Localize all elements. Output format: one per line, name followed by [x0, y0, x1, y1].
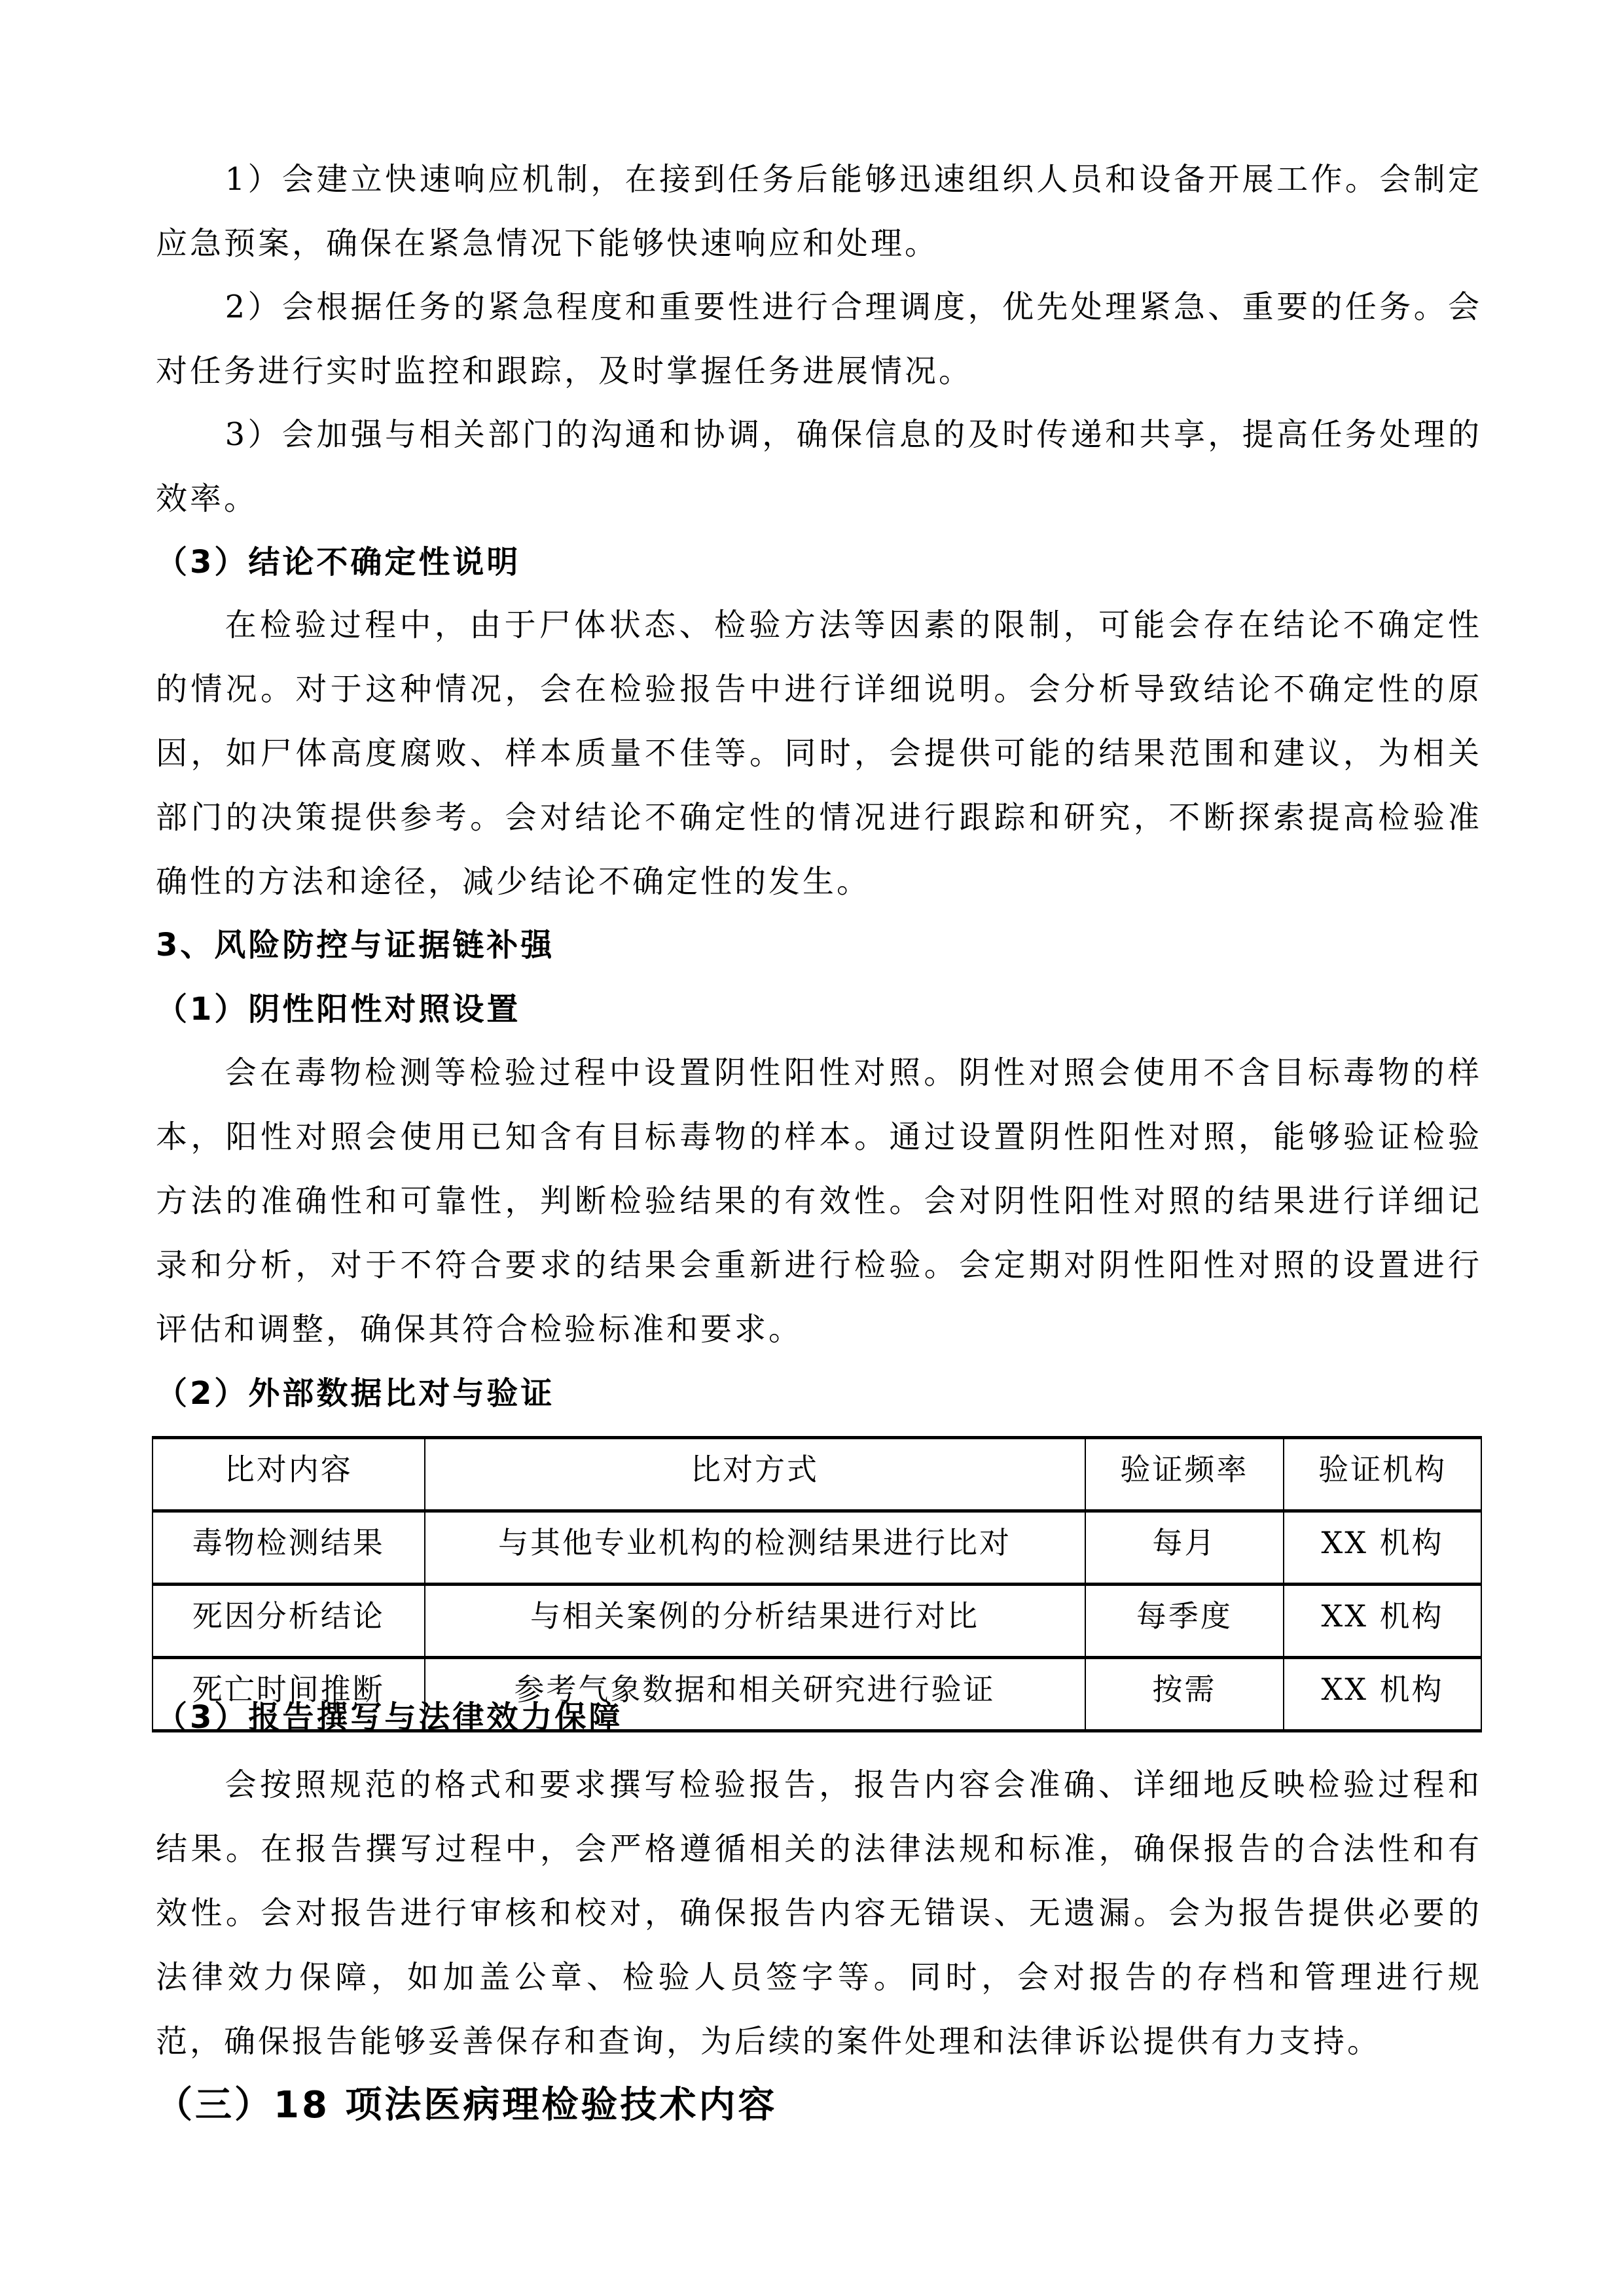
table-cell: 与相关案例的分析结果进行对比 — [425, 1585, 1085, 1658]
table-header-row — [153, 1438, 1481, 1511]
table-header: 比对方式 — [425, 1438, 1085, 1511]
table-header: 比对内容 — [153, 1438, 425, 1511]
paragraph-coordination: 3）会加强与相关部门的沟通和协调，确保信息的及时传递和共享，提高任务处理的效率。 — [156, 416, 1482, 517]
table-cell: 死因分析结论 — [153, 1585, 425, 1658]
heading-uncertainty: （3）结论不确定性说明 — [156, 544, 521, 581]
table-cell: 死亡时间推断 — [153, 1658, 425, 1731]
paragraph-uncertainty: 在检验过程中，由于尸体状态、检验方法等因素的限制，可能会存在结论不确定性的情况。对于这种情况，会在检验报告中进行详细说明。会分析导致结论不确定性的原因，如尸体高度腐败、样本质量不佳等。同时，会提供可能的结果范围和建议，为相关部门的决策提供参考。会对结论不确定性的情况进行跟踪和研究，不断探索提高检验准确性的方法和途径，减少结论不确定性的发生。 — [156, 607, 1482, 900]
table-cell: 与其他专业机构的检测结果进行比对 — [425, 1511, 1085, 1585]
paragraph-rapid-response: 1）会建立快速响应机制，在接到任务后能够迅速组织人员和设备开展工作。会制定应急预案，确保在紧急情况下能够快速响应和处理。 — [156, 161, 1482, 262]
table-cell: 每月 — [1085, 1511, 1284, 1585]
table-cell: 毒物检测结果 — [153, 1511, 425, 1585]
heading-external-comparison: （2）外部数据比对与验证 — [156, 1375, 555, 1412]
table-row — [153, 1585, 1481, 1658]
table-cell: 按需 — [1085, 1658, 1284, 1731]
table-cell: XX 机构 — [1284, 1585, 1481, 1658]
table-header: 验证频率 — [1085, 1438, 1284, 1511]
table-cell: XX 机构 — [1284, 1511, 1481, 1585]
table-header: 验证机构 — [1284, 1438, 1481, 1511]
paragraph-controls: 会在毒物检测等检验过程中设置阴性阳性对照。阴性对照会使用不含目标毒物的样本，阳性对照会使用已知含有目标毒物的样本。通过设置阴性阳性对照，能够验证检验方法的准确性和可靠性，判断检验结果的有效性。会对阴性阳性对照的结果进行详细记录和分析，对于不符合要求的结果会重新进行检验。会定期对阴性阳性对照的设置进行评估和调整，确保其符合检验标准和要求。 — [156, 1054, 1482, 1348]
table-row — [153, 1511, 1481, 1585]
heading-report-writing: （3）报告撰写与法律效力保障 — [156, 1699, 623, 1736]
heading-forensic-techniques: （三）18 项法医病理检验技术内容 — [156, 2084, 778, 2126]
paragraph-report-writing: 会按照规范的格式和要求撰写检验报告，报告内容会准确、详细地反映检验过程和结果。在报告撰写过程中，会严格遵循相关的法律法规和标准，确保报告的合法性和有效性。会对报告进行审核和校对，确保报告内容无错误、无遗漏。会为报告提供必要的法律效力保障，如加盖公章、检验人员签字等。同时，会对报告的存档和管理进行规范，确保报告能够妥善保存和查询，为后续的案件处理和法律诉讼提供有力支持。 — [156, 1767, 1482, 2060]
table-cell: 每季度 — [1085, 1585, 1284, 1658]
heading-risk-control: 3、风险防控与证据链补强 — [156, 927, 555, 963]
table-cell: 参考气象数据和相关研究进行验证 — [425, 1658, 1085, 1731]
table-cell: XX 机构 — [1284, 1658, 1481, 1731]
heading-controls: （1）阴性阳性对照设置 — [156, 991, 521, 1028]
paragraph-task-scheduling: 2）会根据任务的紧急程度和重要性进行合理调度，优先处理紧急、重要的任务。会对任务进行实时监控和跟踪，及时掌握任务进展情况。 — [156, 289, 1482, 389]
